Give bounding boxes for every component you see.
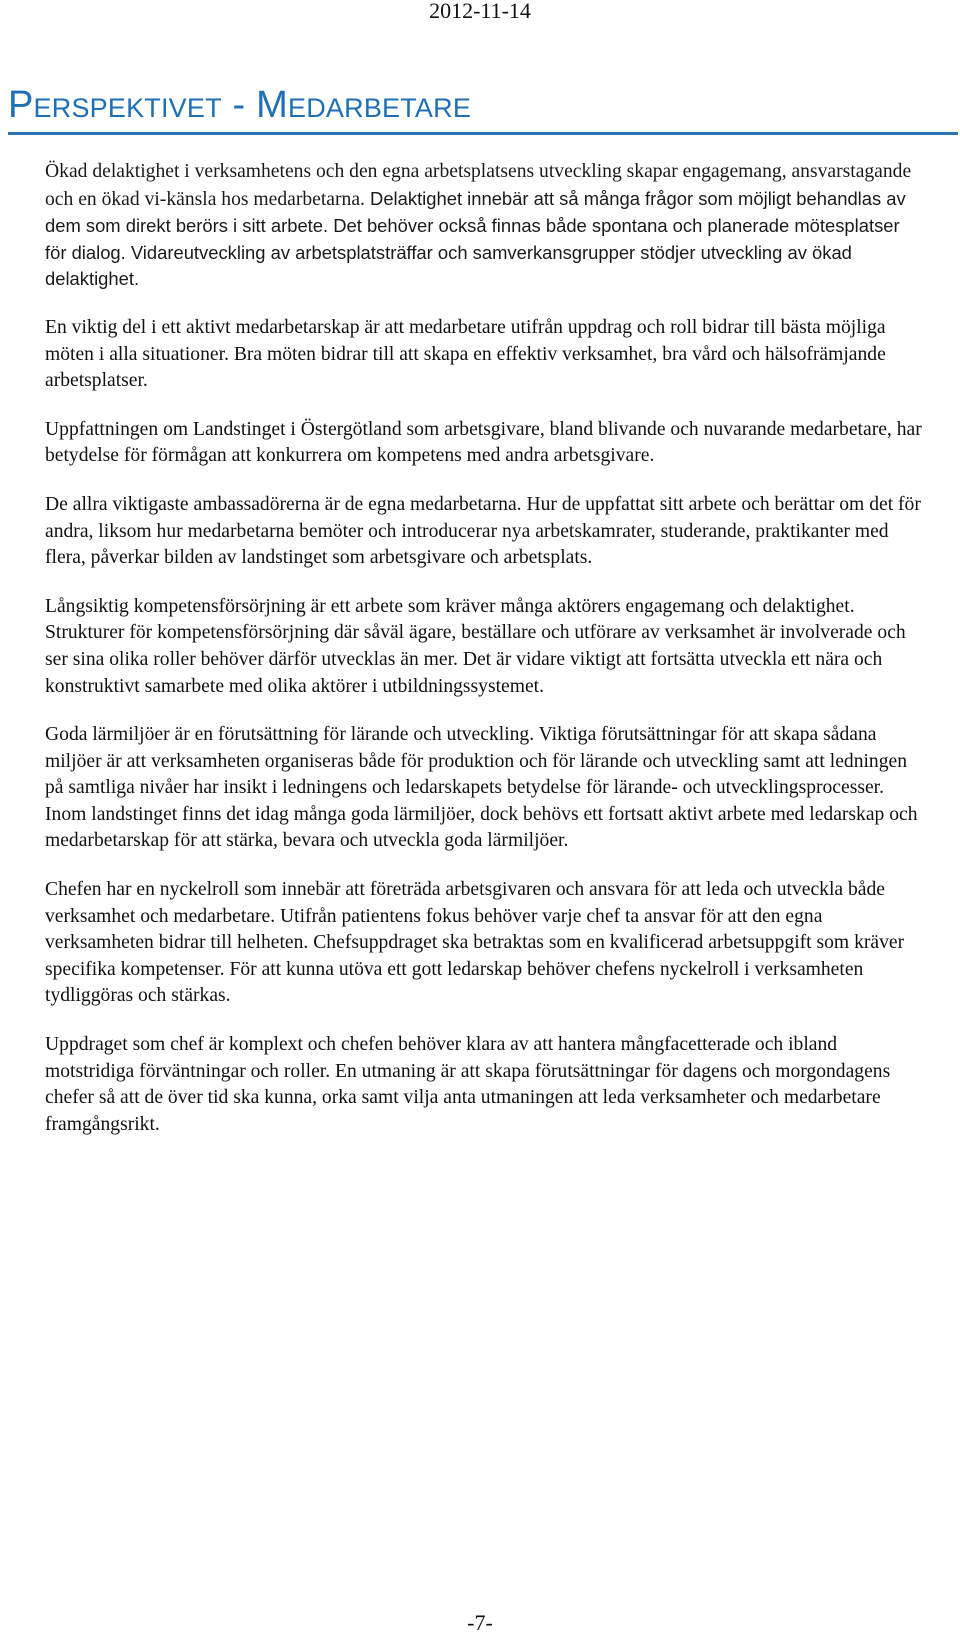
paragraph-5: Långsiktig kompetensförsörjning är ett arbete som kräver många aktörers engagemang och delaktighet. Strukturer för kompetensförsörjning där såväl ägare, beställare och utförare av verksamhet är involverade och ser sina olika roller behöver därför utvecklas än mer. Det är vidare viktigt att fortsätta utveckla ett nära och konstruktivt samarbete med olika aktörer i utbildningssystemet. (45, 595, 906, 697)
page-title: Perspektivet - Medarbetare (8, 84, 472, 126)
paragraph-1 (45, 158, 925, 293)
paragraph-2: En viktig del i ett aktivt medarbetarskap är att medarbetare utifrån uppdrag och roll bidrar till bästa möjliga möten i alla situationer. Bra möten bidrar till att skapa en effektiv verksamhet, bra vård och hälsofrämjande arbetsplatser. (45, 316, 886, 392)
paragraph-4: De allra viktigaste ambassadörerna är de egna medarbetarna. Hur de uppfattat sitt arbete och berättar om det för andra, liksom hur medarbetarna bemöter och introducerar nya arbetskamrater, studerande, praktikanter med flera, påverkar bilden av landstinget som arbetsgivare och arbetsplats. (45, 493, 921, 569)
paragraph-8: Uppdraget som chef är komplext och chefen behöver klara av att hantera mångfacetterade och ibland motstridiga förväntningar och roller. En utmaning är att skapa förutsättningar för dagens och morgondagens chefer så att de över tid ska kunna, orka samt vilja anta utmaningen att leda verksamheter och medarbetare framgångsrikt. (45, 1034, 891, 1135)
paragraph-1-rest: Delaktighet innebär att så många frågor som möjligt behandlas av dem som direkt berörs i sitt arbete. Det behöver också finnas både spontana och planerade mötesplatser för dialog. Vidareutveckling av arbetsplatsträffar och samverkansgrupper stödjer utveckling av ökad delaktighet. (45, 187, 906, 290)
paragraph-7: Chefen har en nyckelroll som innebär att företräda arbetsgivaren och ansvara för att leda och utveckla både verksamhet och medarbetare. Utifrån patientens fokus behöver varje chef ta ansvar för att den egna verksamheten bidrar till helheten. Chefsuppdraget ska betraktas som en kvalificerad arbetsuppgift som kräver specifika kompetenser. För att kunna utöva ett gott ledarskap behöver chefens nyckelroll i verksamheten tydliggöras och stärkas. (45, 879, 905, 1007)
paragraph-3: Uppfattningen om Landstinget i Östergötland som arbetsgivare, bland blivande och nuvarande medarbetare, har betydelse för förmågan att konkurrera om kompetens med andra arbetsgivare. (45, 418, 922, 467)
page-number: -7- (467, 1610, 493, 1635)
heading-block (8, 80, 958, 135)
paragraph-6: Goda lärmiljöer är en förutsättning för lärande och utveckling. Viktiga förutsättningar för att skapa sådana miljöer är att verksamheten organiseras både för produktion och för lärande och utveckling samt att ledningen på samtliga nivåer har insikt i ledningens och ledarskapets betydelse för lärande- och utvecklingsprocesser. Inom landstinget finns det idag många goda lärmiljöer, dock behövs ett fortsatt aktivt arbete med ledarskap och medarbetarskap för att stärka, bevara och utveckla goda lärmiljöer. (45, 724, 918, 852)
paragraph-1-intro: Ökad delaktighet i verksamhetens och den egna arbetsplatsens utveckling skapar engagemang, ansvarstagande och en ökad vi-känsla hos medarbetarna. (45, 161, 912, 210)
header-date: 2012-11-14 (429, 0, 531, 23)
body-text (45, 158, 925, 1160)
